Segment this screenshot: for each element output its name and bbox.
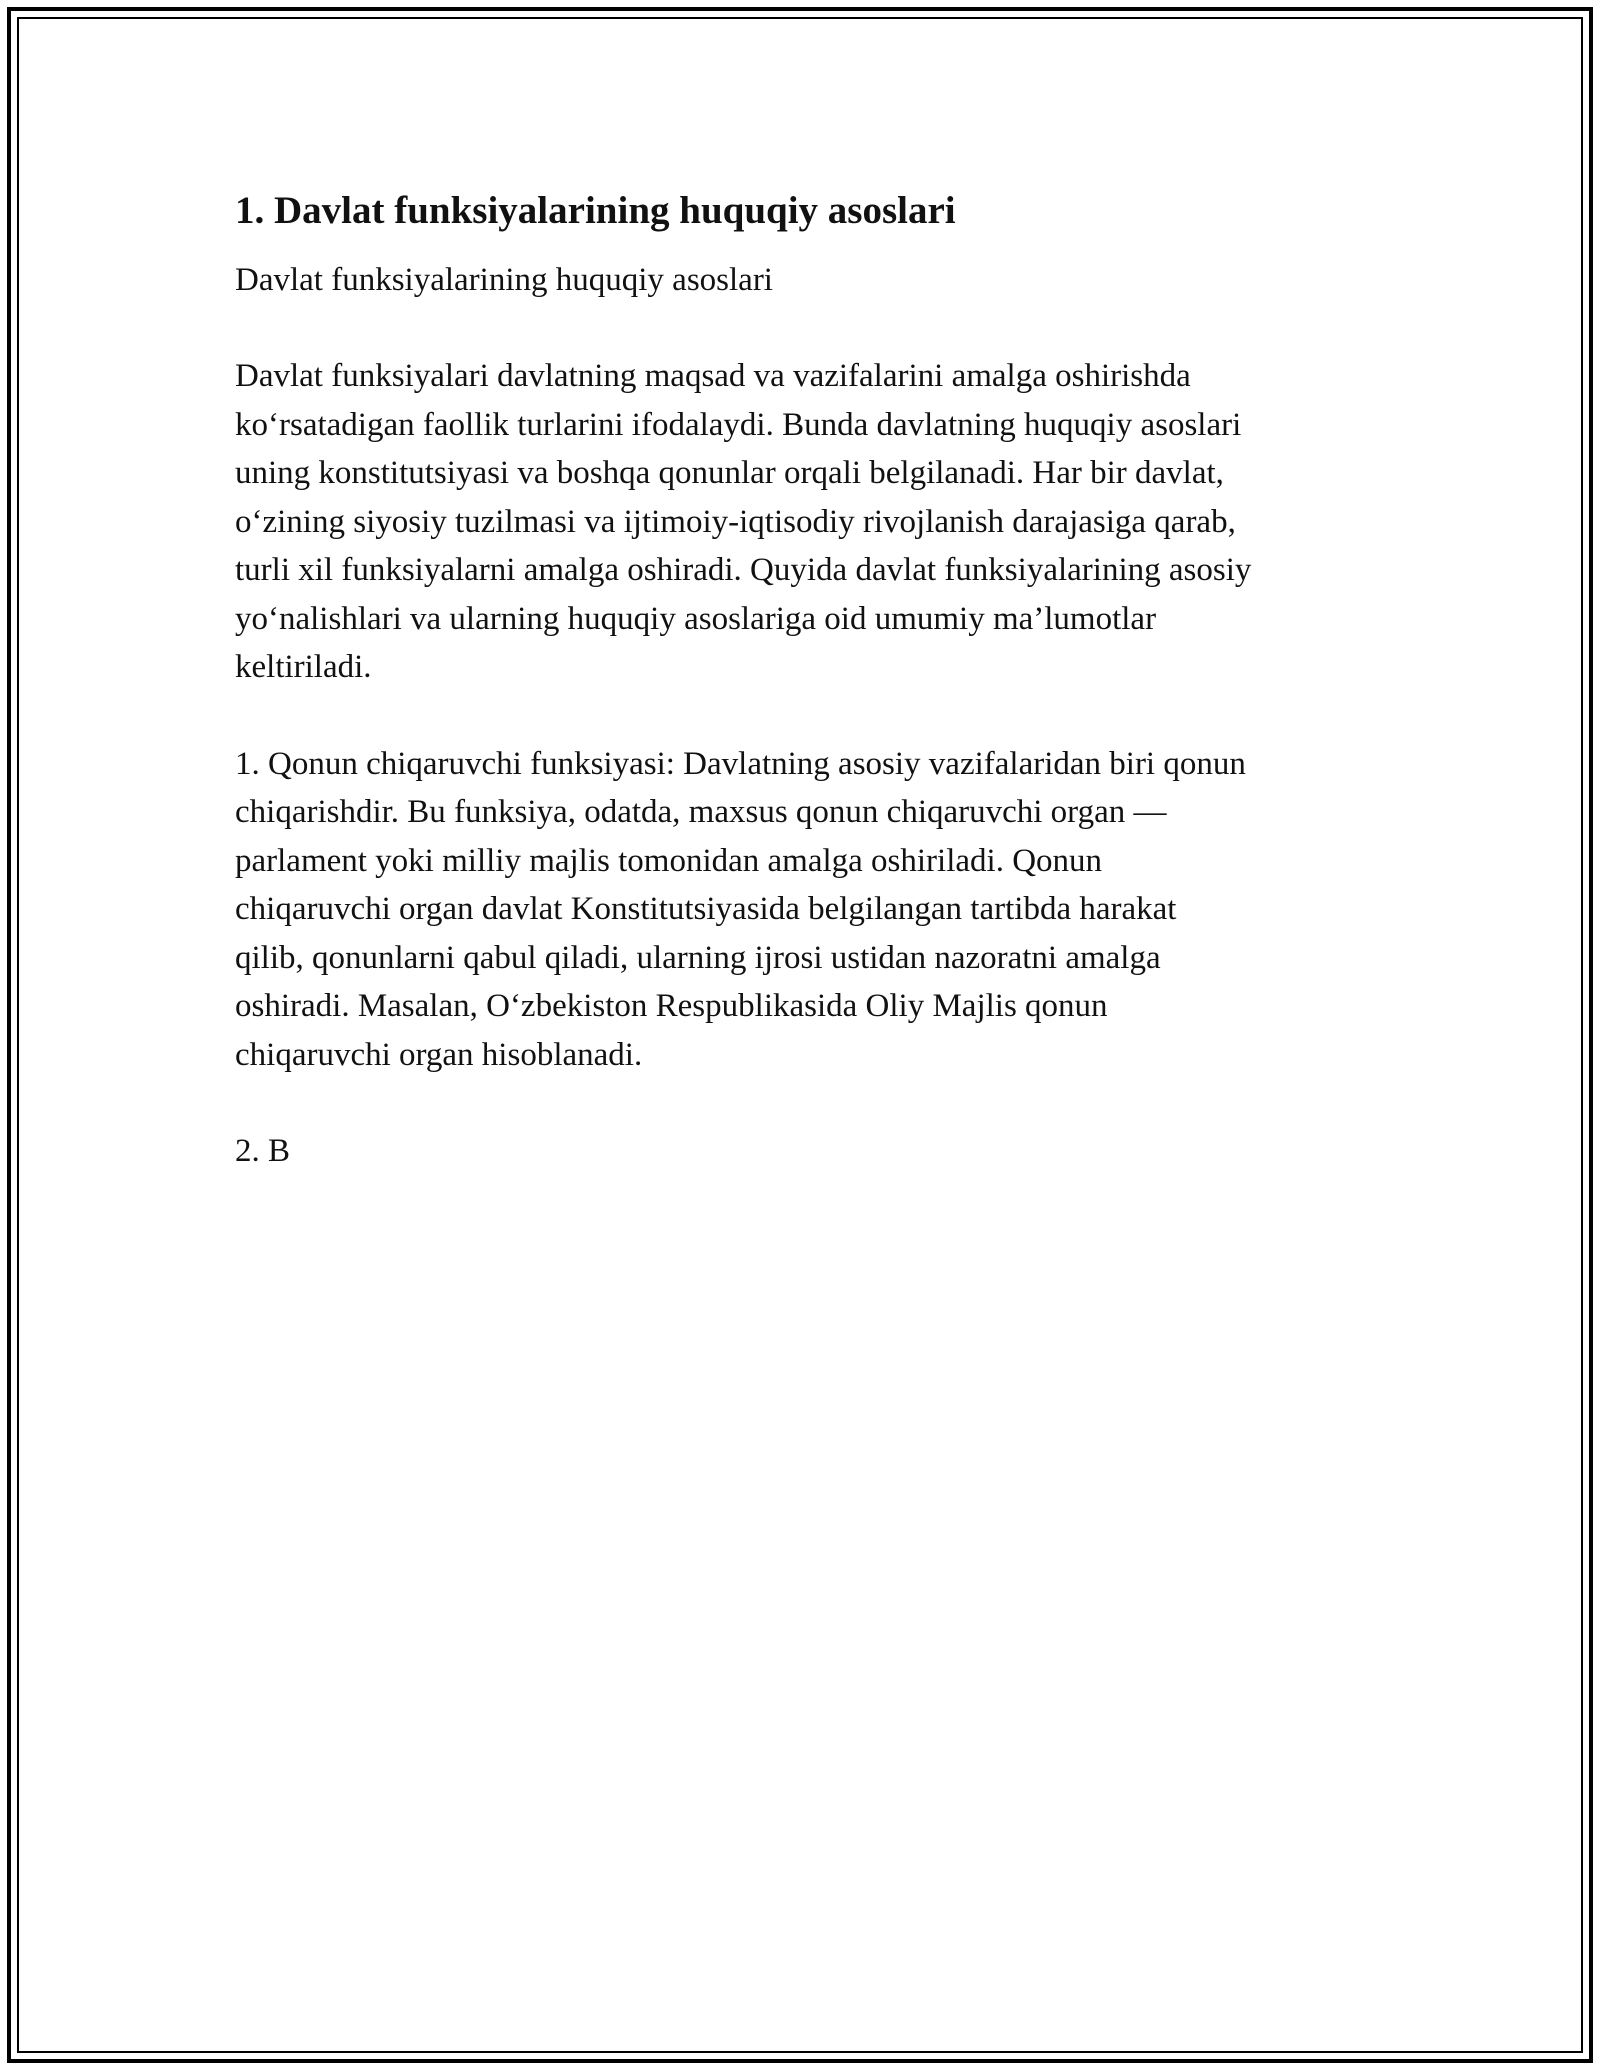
- paragraph-intro: Davlat funksiyalari davlatning maqsad va vazifalarini amalga oshirishda ko‘rsatadigan faollik turlarini ifodalaydi. Bunda davlatning huquqiy asoslari uning konstitutsiyasi va boshqa qonunlar orqali belgilanadi. Har bir davlat, o‘zining siyosiy tuzilmasi va ijtimoiy-iqtisodiy rivojlanish darajasiga qarab, turli xil funksiyalarni amalga oshiradi. Quyida davlat funksiyalarining asosiy yo‘nalishlari va ularning huquqiy asoslariga oid umumiy ma’lumotlar keltiriladi.: [235, 358, 1252, 685]
- document-body: [235, 186, 1395, 1176]
- document-heading: 1. Davlat funksiyalarining huquqiy asoslari: [235, 189, 956, 232]
- paragraph-item-2: 2. B: [235, 1133, 291, 1169]
- document-subtitle: Davlat funksiyalarining huquqiy asoslari: [235, 262, 773, 298]
- paragraph-legislative-function: 1. Qonun chiqaruvchi funksiyasi: Davlatning asosiy vazifalaridan biri qonun chiqarishdir. Bu funksiya, odatda, maxsus qonun chiqaruvchi organ — parlament yoki milliy majlis tomonidan amalga oshiriladi. Qonun chiqaruvchi organ davlat Konstitutsiyasida belgilangan tartibda harakat qilib, qonunlarni qabul qiladi, ularning ijrosi ustidan nazoratni amalga oshiradi. Masalan, O‘zbekiston Respublikasida Oliy Majlis qonun chiqaruvchi organ hisoblanadi.: [235, 745, 1246, 1073]
